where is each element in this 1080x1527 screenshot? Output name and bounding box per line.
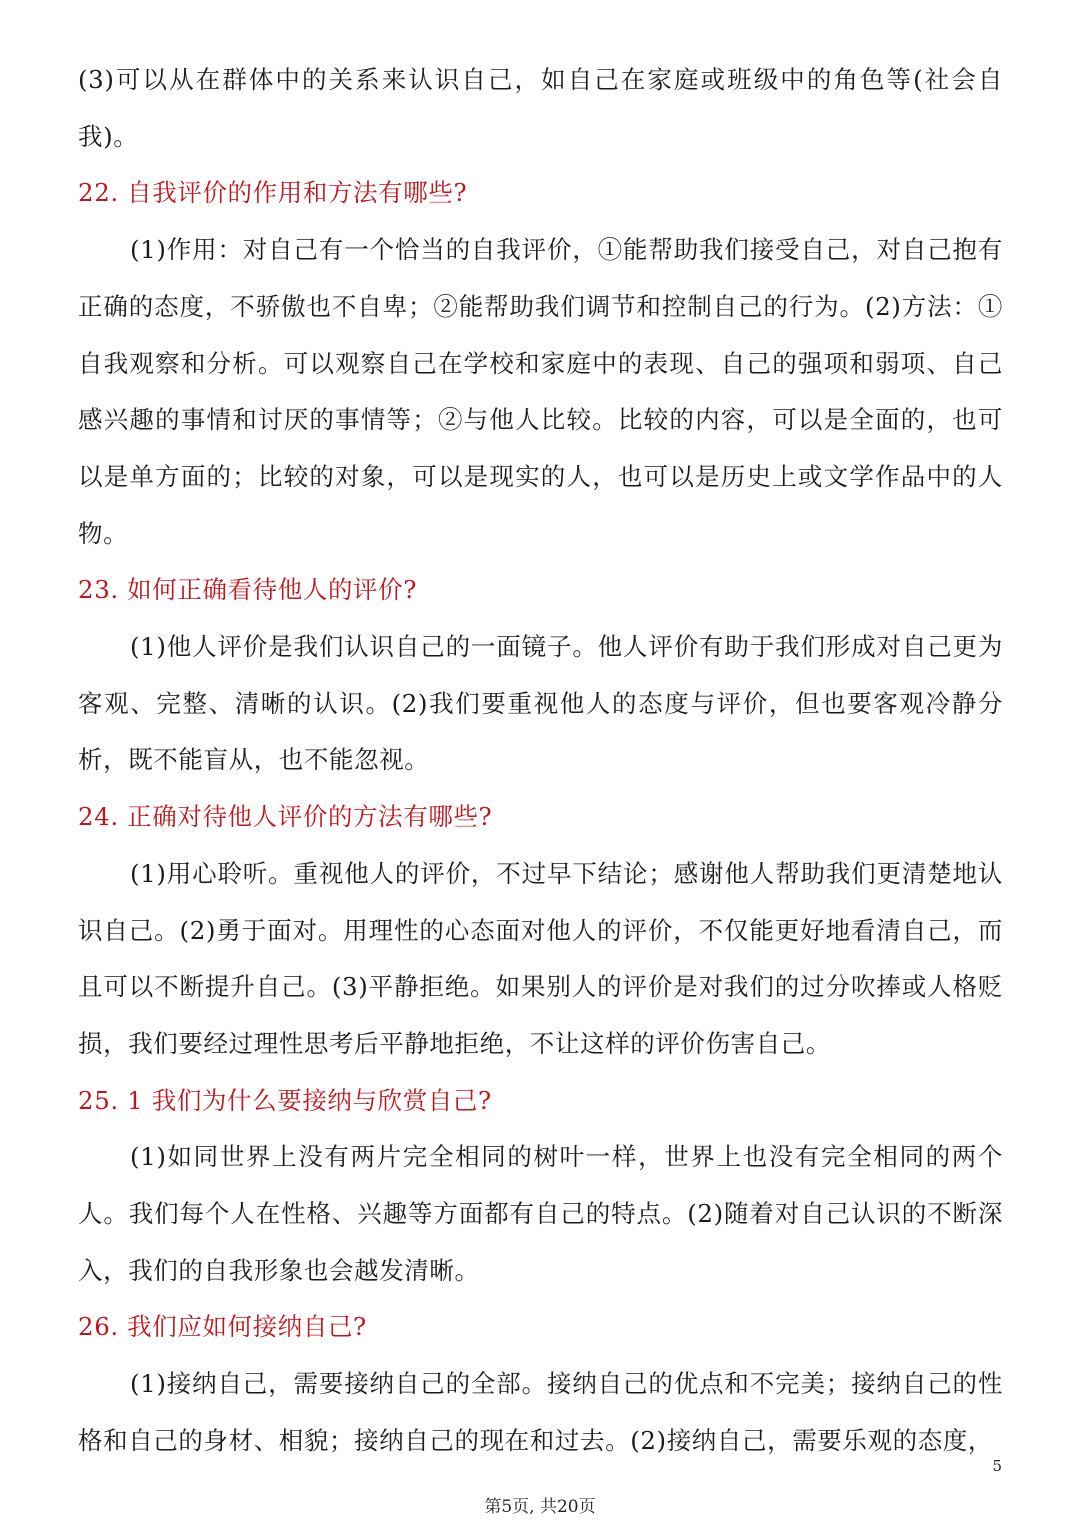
page-number: 5	[992, 1457, 1002, 1475]
question-25-heading: 25. 1 我们为什么要接纳与欣赏自己?	[78, 1085, 492, 1115]
answer-26-paragraph: (1)接纳自己，需要接纳自己的全部。接纳自己的优点和不完美；接纳自己的性格和自己的身材、相貌；接纳自己的现在和过去。(2)接纳自己，需要乐观的态度，	[78, 1369, 1003, 1455]
answer-22-paragraph: (1)作用：对自己有一个恰当的自我评价，①能帮助我们接受自己，对自己抱有正确的态度，不骄傲也不自卑；②能帮助我们调节和控制自己的行为。(2)方法：①自我观察和分析。可以观察自己在学校和家庭中的表现、自己的强项和弱项、自己感兴趣的事情和讨厌的事情等；②与他人比较。比较的内容，可以是全面的，也可以是单方面的；比较的对象，可以是现实的人，也可以是历史上或文学作品中的人物。	[78, 235, 1003, 548]
question-26-heading: 26. 我们应如何接纳自己?	[78, 1312, 367, 1342]
answer-23-paragraph: (1)他人评价是我们认识自己的一面镜子。他人评价有助于我们形成对自己更为客观、完整、清晰的认识。(2)我们要重视他人的态度与评价，但也要客观冷静分析，既不能盲从，也不能忽视。	[78, 632, 1003, 775]
answer-25-paragraph: (1)如同世界上没有两片完全相同的树叶一样，世界上也没有完全相同的两个人。我们每个人在性格、兴趣等方面都有自己的特点。(2)随着对自己认识的不断深入，我们的自我形象也会越发清晰。	[78, 1142, 1003, 1285]
question-22-heading: 22. 自我评价的作用和方法有哪些?	[78, 178, 468, 208]
document-body	[78, 52, 1003, 1470]
question-24-heading: 24. 正确对待他人评价的方法有哪些?	[78, 802, 493, 832]
question-23-heading: 23. 如何正确看待他人的评价?	[78, 575, 417, 605]
page-footer: 第5页, 共20页	[484, 1497, 596, 1517]
paragraph-social-self: (3)可以从在群体中的关系来认识自己，如自己在家庭或班级中的角色等(社会自我)。	[78, 65, 1003, 151]
answer-24-paragraph: (1)用心聆听。重视他人的评价，不过早下结论；感谢他人帮助我们更清楚地认识自己。(2)勇于面对。用理性的心态面对他人的评价，不仅能更好地看清自己，而且可以不断提升自己。(3)平静拒绝。如果别人的评价是对我们的过分吹捧或人格贬损，我们要经过理性思考后平静地拒绝，不让这样的评价伤害自己。	[78, 858, 1003, 1058]
